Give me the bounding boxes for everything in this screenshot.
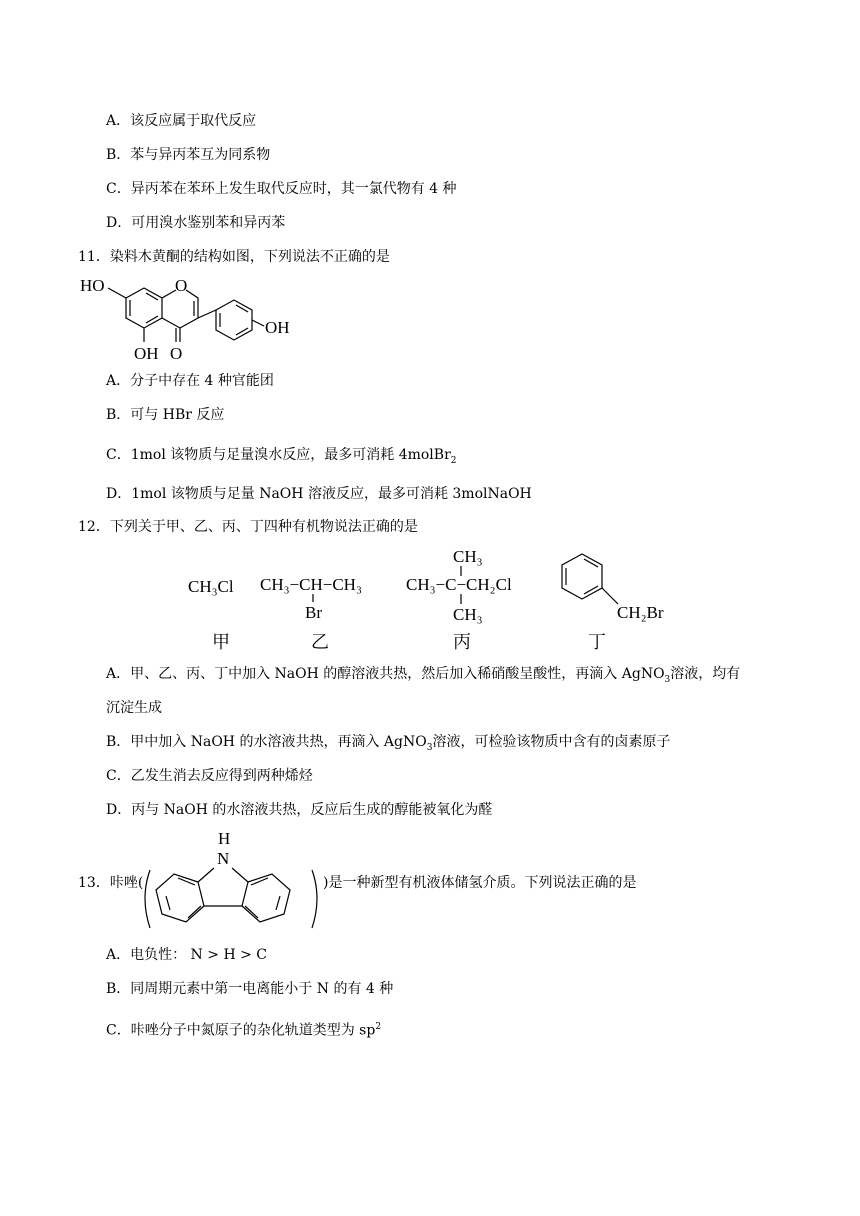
compound-ding-ch2br: CH₂Br [617, 603, 664, 622]
q11-option-d: D．1mol 该物质与足量 NaOH 溶液反应，最多可消耗 3molNaOH [106, 486, 532, 502]
compound-yi-br: Br [305, 603, 322, 622]
genistein-structure [78, 270, 308, 366]
compound-label-jia: 甲 [212, 632, 230, 652]
compound-label-ding: 丁 [588, 632, 606, 652]
q12-option-a-line1: A．甲、乙、丙、丁中加入 NaOH 的醇溶液共热，然后加入稀硝酸呈酸性，再滴入 AgNO$_3$溶液，均有 [106, 666, 741, 685]
compound-bing-top: CH₃ [453, 547, 483, 566]
carbonyl-oxygen-label: O [170, 344, 183, 363]
q12-compounds-figure [180, 540, 700, 660]
q11-stem: 11．染料木黄酮的结构如图，下列说法不正确的是 [78, 249, 390, 265]
q13-option-b: B．同周期元素中第一电离能小于 N 的有 4 种 [106, 981, 394, 997]
q12-option-a-line2: 沉淀生成 [106, 700, 162, 716]
q12-option-c: C．乙发生消去反应得到两种烯烃 [106, 768, 313, 784]
compound-bing-bottom: CH₃ [453, 605, 483, 624]
q10-option-a: A．该反应属于取代反应 [106, 113, 257, 129]
q13-option-c: C．咔唑分子中氮原子的杂化轨道类型为 $sp^2$ [106, 1022, 382, 1039]
q10-option-c: C．异丙苯在苯环上发生取代反应时，其一氯代物有 4 种 [106, 181, 457, 197]
oh-label-b-ring: OH [265, 318, 290, 337]
q10-option-b: B．苯与异丙苯互为同系物 [106, 147, 271, 163]
q10-option-d: D．可用溴水鉴别苯和异丙苯 [106, 215, 286, 231]
carbazole-structure [138, 826, 324, 934]
q12-option-d: D．丙与 NaOH 的水溶液共热，反应后生成的醇能被氧化为醛 [106, 802, 493, 818]
compound-jia-formula: CH₃Cl [188, 577, 234, 596]
compound-bing-formula: CH₃−C−CH₂Cl [406, 575, 512, 594]
carbazole-n-label: N [217, 849, 230, 868]
q11-option-c: C．1mol 该物质与足量溴水反应，最多可消耗 4molBr$_2$ [106, 447, 457, 466]
ring-oxygen-label: O [175, 276, 188, 295]
ho-label: HO [80, 276, 105, 295]
q13-stem-suffix: )是一种新型有机液体储氢介质。下列说法正确的是 [323, 875, 637, 891]
q13-stem-prefix: 13．咔唑( [78, 875, 144, 891]
q11-option-a: A．分子中存在 4 种官能团 [106, 373, 274, 389]
compound-label-yi: 乙 [311, 632, 329, 652]
q11-option-b: B．可与 HBr 反应 [106, 407, 225, 423]
carbazole-h-label: H [218, 829, 231, 848]
compound-yi-formula: CH₃−CH−CH₃ [260, 575, 362, 594]
oh-label-a-ring: OH [134, 344, 159, 363]
q12-option-b: B．甲中加入 NaOH 的水溶液共热，再滴入 AgNO$_3$溶液，可检验该物质中含有的卤素原子 [106, 734, 671, 753]
q12-stem: 12．下列关于甲、乙、丙、丁四种有机物说法正确的是 [78, 519, 418, 535]
q13-option-a: A．电负性： N > H > C [106, 947, 267, 963]
compound-label-bing: 丙 [453, 632, 471, 652]
